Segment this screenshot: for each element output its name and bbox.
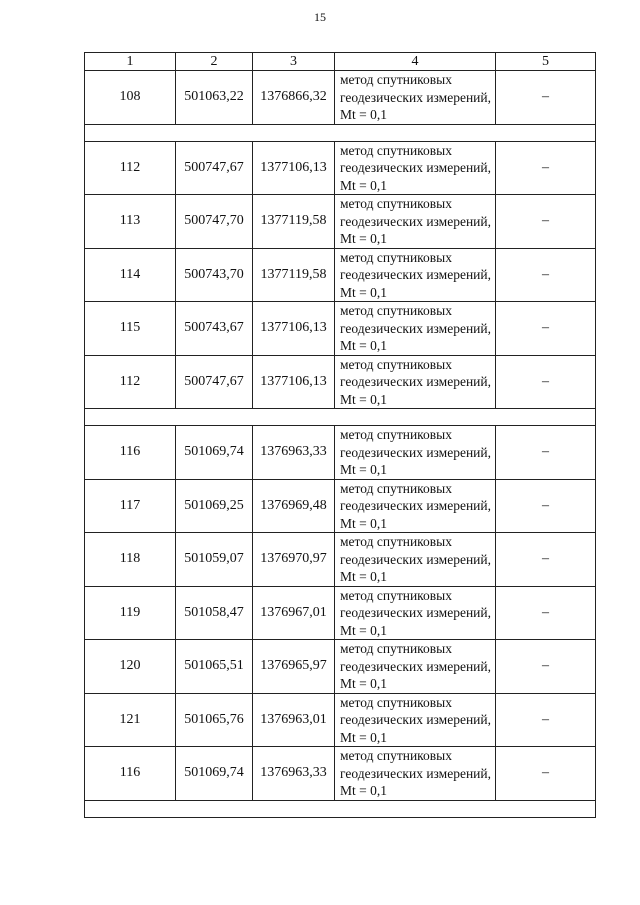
- note-cell: –: [496, 640, 596, 694]
- note-cell: –: [496, 302, 596, 356]
- point-cell: 114: [85, 248, 176, 302]
- note-cell: –: [496, 355, 596, 409]
- page-number: 15: [314, 10, 326, 24]
- x-coordinate-cell: 501058,47: [176, 586, 253, 640]
- point-cell: 121: [85, 693, 176, 747]
- method-cell: метод спутниковых геодезических измерений, Mt = 0,1: [335, 141, 496, 195]
- note-cell: –: [496, 693, 596, 747]
- table-row: [85, 640, 596, 694]
- x-coordinate-cell: 500747,67: [176, 141, 253, 195]
- column-header: 1: [85, 53, 176, 71]
- separator-row: [85, 800, 596, 817]
- point-cell: 113: [85, 195, 176, 249]
- note-cell: –: [496, 195, 596, 249]
- separator-row: [85, 124, 596, 141]
- y-coordinate-cell: 1376967,01: [253, 586, 335, 640]
- table-row: [85, 693, 596, 747]
- point-cell: 108: [85, 71, 176, 125]
- method-cell: метод спутниковых геодезических измерений, Mt = 0,1: [335, 586, 496, 640]
- method-cell: метод спутниковых геодезических измерений, Mt = 0,1: [335, 302, 496, 356]
- y-coordinate-cell: 1377106,13: [253, 302, 335, 356]
- table-row: [85, 479, 596, 533]
- x-coordinate-cell: 501065,51: [176, 640, 253, 694]
- method-cell: метод спутниковых геодезических измерений, Mt = 0,1: [335, 533, 496, 587]
- table-row: [85, 141, 596, 195]
- note-cell: –: [496, 586, 596, 640]
- x-coordinate-cell: 500747,70: [176, 195, 253, 249]
- method-cell: метод спутниковых геодезических измерений, Mt = 0,1: [335, 747, 496, 801]
- method-cell: метод спутниковых геодезических измерений, Mt = 0,1: [335, 355, 496, 409]
- note-cell: –: [496, 533, 596, 587]
- x-coordinate-cell: 500743,70: [176, 248, 253, 302]
- y-coordinate-cell: 1376963,33: [253, 747, 335, 801]
- x-coordinate-cell: 501069,74: [176, 747, 253, 801]
- y-coordinate-cell: 1377106,13: [253, 141, 335, 195]
- table-row: [85, 533, 596, 587]
- point-cell: 118: [85, 533, 176, 587]
- method-cell: метод спутниковых геодезических измерений, Mt = 0,1: [335, 693, 496, 747]
- y-coordinate-cell: 1377106,13: [253, 355, 335, 409]
- separator-cell: [85, 124, 596, 141]
- y-coordinate-cell: 1376963,33: [253, 426, 335, 480]
- y-coordinate-cell: 1377119,58: [253, 195, 335, 249]
- x-coordinate-cell: 500743,67: [176, 302, 253, 356]
- y-coordinate-cell: 1376963,01: [253, 693, 335, 747]
- method-cell: метод спутниковых геодезических измерений, Mt = 0,1: [335, 426, 496, 480]
- table-row: [85, 747, 596, 801]
- point-cell: 117: [85, 479, 176, 533]
- note-cell: –: [496, 141, 596, 195]
- column-header: 4: [335, 53, 496, 71]
- table-row: [85, 426, 596, 480]
- note-cell: –: [496, 747, 596, 801]
- method-cell: метод спутниковых геодезических измерений, Mt = 0,1: [335, 71, 496, 125]
- y-coordinate-cell: 1376965,97: [253, 640, 335, 694]
- point-cell: 120: [85, 640, 176, 694]
- y-coordinate-cell: 1376969,48: [253, 479, 335, 533]
- column-header: 3: [253, 53, 335, 71]
- x-coordinate-cell: 501065,76: [176, 693, 253, 747]
- note-cell: –: [496, 479, 596, 533]
- note-cell: –: [496, 426, 596, 480]
- point-cell: 116: [85, 747, 176, 801]
- y-coordinate-cell: 1376970,97: [253, 533, 335, 587]
- method-cell: метод спутниковых геодезических измерений, Mt = 0,1: [335, 195, 496, 249]
- method-cell: метод спутниковых геодезических измерений, Mt = 0,1: [335, 479, 496, 533]
- x-coordinate-cell: 501059,07: [176, 533, 253, 587]
- table-row: [85, 195, 596, 249]
- table-body: [85, 71, 596, 818]
- x-coordinate-cell: 501069,74: [176, 426, 253, 480]
- table-row: [85, 355, 596, 409]
- column-header: 5: [496, 53, 596, 71]
- y-coordinate-cell: 1377119,58: [253, 248, 335, 302]
- method-cell: метод спутниковых геодезических измерений, Mt = 0,1: [335, 248, 496, 302]
- separator-cell: [85, 800, 596, 817]
- y-coordinate-cell: 1376866,32: [253, 71, 335, 125]
- table-row: [85, 248, 596, 302]
- note-cell: –: [496, 248, 596, 302]
- column-header: 2: [176, 53, 253, 71]
- point-cell: 115: [85, 302, 176, 356]
- x-coordinate-cell: 500747,67: [176, 355, 253, 409]
- separator-cell: [85, 409, 596, 426]
- table-row: [85, 71, 596, 125]
- point-cell: 112: [85, 141, 176, 195]
- note-cell: –: [496, 71, 596, 125]
- table-row: [85, 302, 596, 356]
- point-cell: 119: [85, 586, 176, 640]
- x-coordinate-cell: 501063,22: [176, 71, 253, 125]
- x-coordinate-cell: 501069,25: [176, 479, 253, 533]
- coordinates-table: [84, 52, 596, 818]
- method-cell: метод спутниковых геодезических измерений, Mt = 0,1: [335, 640, 496, 694]
- point-cell: 112: [85, 355, 176, 409]
- table-row: [85, 586, 596, 640]
- table-header-row: [85, 53, 596, 71]
- separator-row: [85, 409, 596, 426]
- point-cell: 116: [85, 426, 176, 480]
